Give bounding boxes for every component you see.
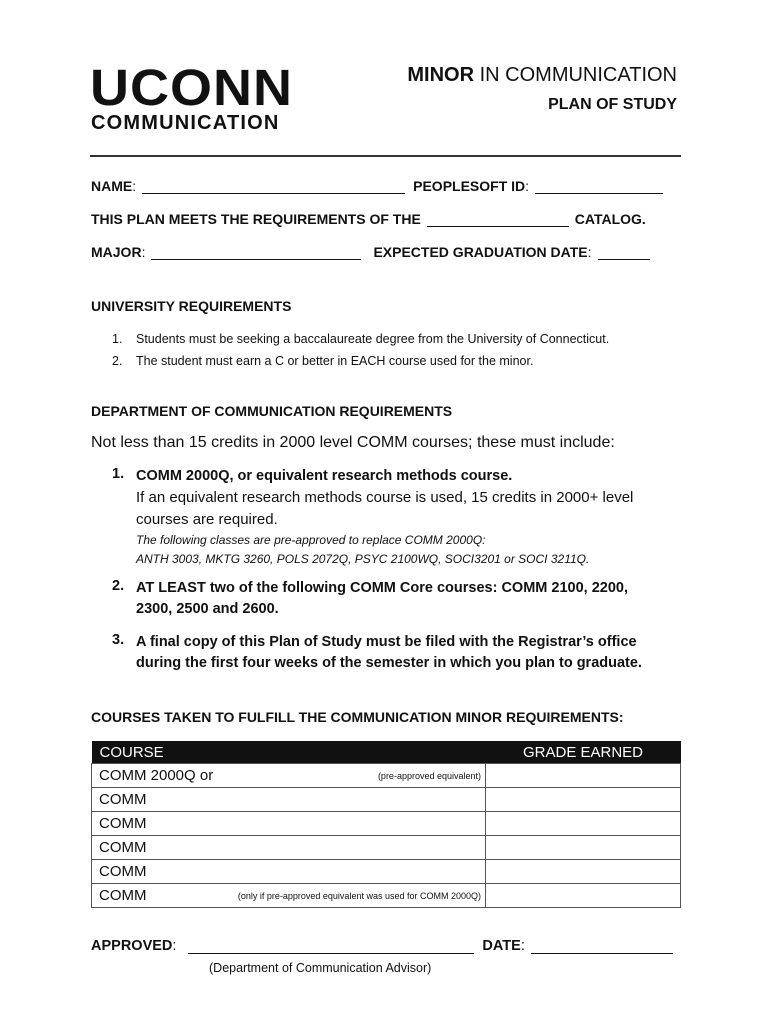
courses-heading: COURSES TAKEN TO FULFILL THE COMMUNICATION MINOR REQUIREMENTS: xyxy=(91,709,624,725)
colon: : xyxy=(587,244,592,260)
course-column-header: COURSE xyxy=(92,741,486,764)
item-bold-text: AT LEAST two of the following COMM Core courses: COMM 2100, 2200, xyxy=(136,580,628,596)
graduation-field[interactable] xyxy=(598,245,650,260)
course-text: COMM xyxy=(99,839,147,856)
grade-cell[interactable] xyxy=(486,788,681,812)
item-number: 1. xyxy=(112,466,125,482)
colon: : xyxy=(172,938,177,954)
grade-cell[interactable] xyxy=(486,884,681,908)
course-cell[interactable] xyxy=(92,884,486,908)
name-label: NAME xyxy=(91,178,133,194)
item-text: The student must earn a C or better in EACH course used for the minor. xyxy=(136,354,534,368)
title-bold: MINOR xyxy=(407,64,475,86)
dept-item-3 xyxy=(112,632,672,674)
colon: : xyxy=(141,244,146,260)
grade-cell[interactable] xyxy=(486,860,681,884)
graduation-label: EXPECTED GRADUATION DATE xyxy=(373,244,588,260)
list-item xyxy=(112,350,609,372)
document-title xyxy=(407,64,677,87)
approval-row xyxy=(91,938,673,954)
approved-signature-field[interactable] xyxy=(188,939,474,954)
course-text: COMM xyxy=(99,791,147,808)
item-italic-text: The following classes are pre-approved to replace COMM 2000Q: xyxy=(136,533,486,547)
table-row xyxy=(92,812,681,836)
course-text: COMM xyxy=(99,887,147,904)
approval-date-field[interactable] xyxy=(531,939,673,954)
item-text: If an equivalent research methods course is used, 15 credits in 2000+ level xyxy=(136,489,634,506)
course-cell[interactable] xyxy=(92,812,486,836)
course-text: COMM xyxy=(99,815,147,832)
colon: : xyxy=(520,938,525,954)
catalog-field[interactable] xyxy=(427,212,569,227)
table-header-row xyxy=(92,741,681,764)
list-item xyxy=(112,328,609,350)
university-list xyxy=(112,328,609,372)
catalog-row xyxy=(91,211,675,227)
communication-logo-text: COMMUNICATION xyxy=(91,112,280,134)
courses-table xyxy=(91,741,681,908)
course-cell[interactable] xyxy=(92,764,486,788)
item-bold-text: 2300, 2500 and 2600. xyxy=(136,601,279,617)
name-field[interactable] xyxy=(142,179,405,194)
course-note: (only if pre-approved equivalent was used for COMM 2000Q) xyxy=(237,891,481,901)
plan-prefix-label: THIS PLAN MEETS THE REQUIREMENTS OF THE xyxy=(91,211,421,227)
item-number: 1. xyxy=(112,332,123,346)
dept-item-2 xyxy=(112,578,672,620)
table-row xyxy=(92,884,681,908)
plan-suffix-label: CATALOG. xyxy=(574,211,646,227)
table-row xyxy=(92,836,681,860)
item-bold-text: A final copy of this Plan of Study must be filed with the Registrar’s office xyxy=(136,634,637,650)
grade-cell[interactable] xyxy=(486,812,681,836)
item-italic-text: ANTH 3003, MKTG 3260, POLS 2072Q, PSYC 2100WQ, SOCI3201 or SOCI 3211Q. xyxy=(136,552,590,566)
table-row xyxy=(92,764,681,788)
colon: : xyxy=(525,178,530,194)
department-intro: Not less than 15 credits in 2000 level COMM courses; these must include: xyxy=(91,434,615,451)
dept-item-1 xyxy=(112,466,672,569)
peoplesoft-label: PEOPLESOFT ID xyxy=(413,178,526,194)
table-row xyxy=(92,788,681,812)
item-text: Students must be seeking a baccalaureate degree from the University of Connecticut. xyxy=(136,332,610,346)
document-subtitle: PLAN OF STUDY xyxy=(548,96,677,113)
major-field[interactable] xyxy=(151,245,361,260)
course-text: COMM xyxy=(99,863,147,880)
item-number: 2. xyxy=(112,578,125,594)
grade-column-header: GRADE EARNED xyxy=(486,741,681,764)
major-row xyxy=(91,244,675,260)
course-cell[interactable] xyxy=(92,860,486,884)
table-row xyxy=(92,860,681,884)
university-heading: UNIVERSITY REQUIREMENTS xyxy=(91,298,292,314)
name-row xyxy=(91,178,675,194)
item-bold-text: during the first four weeks of the semester in which you plan to graduate. xyxy=(136,655,642,671)
peoplesoft-field[interactable] xyxy=(535,179,663,194)
title-rest: IN COMMUNICATION xyxy=(474,64,677,86)
course-note: (pre-approved equivalent) xyxy=(377,771,481,781)
item-bold-text: COMM 2000Q, or equivalent research methods course. xyxy=(136,468,513,484)
grade-cell[interactable] xyxy=(486,836,681,860)
colon: : xyxy=(132,178,137,194)
course-cell[interactable] xyxy=(92,836,486,860)
department-heading: DEPARTMENT OF COMMUNICATION REQUIREMENTS xyxy=(91,403,453,419)
item-text: courses are required. xyxy=(136,511,278,528)
approved-label: APPROVED xyxy=(91,938,173,954)
course-cell[interactable] xyxy=(92,788,486,812)
grade-cell[interactable] xyxy=(486,764,681,788)
item-number: 3. xyxy=(112,632,125,648)
course-text: COMM 2000Q or xyxy=(99,767,214,784)
major-label: MAJOR xyxy=(91,244,142,260)
item-number: 2. xyxy=(112,354,123,368)
uconn-logo: UCONN xyxy=(90,59,293,117)
header-divider xyxy=(90,155,681,157)
date-label: DATE xyxy=(482,938,521,954)
advisor-caption: (Department of Communication Advisor) xyxy=(209,961,432,975)
